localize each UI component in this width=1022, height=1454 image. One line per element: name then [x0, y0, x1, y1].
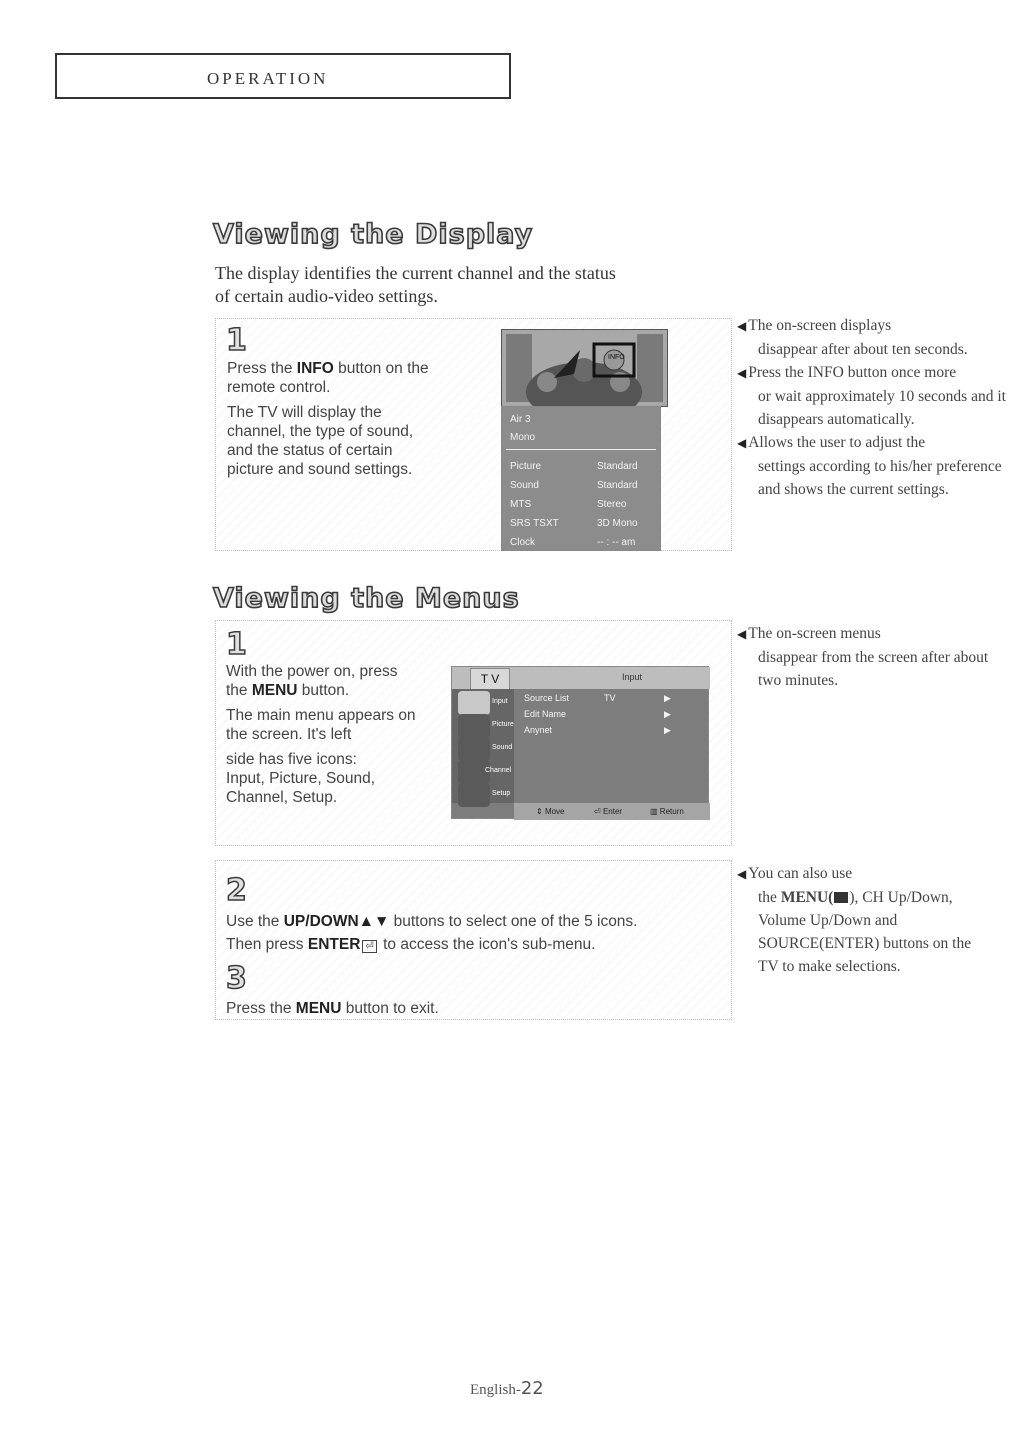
menu-item[interactable]: Edit Name ▶: [524, 709, 671, 719]
display-section-title: Viewing the Display: [213, 219, 534, 250]
osd-row: Sound Standard: [510, 480, 638, 491]
menus-step3-number: 3: [226, 961, 247, 996]
display-note: ◀ Press the INFO button once more or wait approximately 10 seconds and it disappears automatically.: [737, 364, 1006, 428]
page-number: English-22: [470, 1378, 544, 1399]
display-note: ◀ The on-screen displays disappear after about ten seconds.: [737, 317, 968, 358]
menus-step1-text: With the power on, press the MENU button. The main menu appears on the screen. It's left side has five icons: Input, Picture, Sound, Channel, Setup.: [226, 663, 416, 806]
menus-step1-note: ◀ The on-screen menus disappear from the screen after about two minutes.: [737, 625, 989, 689]
menus-step1-panel: [215, 620, 732, 846]
input-menu-icon[interactable]: [458, 691, 490, 715]
remote-control-icon: [502, 330, 667, 406]
osd-row: Clock -- : -- am: [510, 537, 636, 548]
section-header-box: [55, 53, 511, 99]
left-pointer-icon: ◀: [737, 436, 747, 450]
osd-divider: [506, 449, 656, 450]
osd-row: SRS TSXT 3D Mono: [510, 518, 638, 529]
left-pointer-icon: ◀: [737, 867, 747, 881]
menus-step2-note: ◀ You can also use the MENU( ), CH Up/Down, Volume Up/Down and SOURCE(ENTER) buttons on the TV to make selections.: [737, 865, 972, 975]
menus-step2-text: Use the UP/DOWN▲▼ buttons to select one of the 5 icons. Then press ENTER ⏎ to access the icon's sub-menu.: [226, 913, 638, 953]
display-step1-number: 1: [226, 323, 247, 358]
icon-label: Sound: [492, 744, 513, 751]
menu-item[interactable]: Anynet ▶: [524, 725, 671, 735]
menus-step3-text: Press the MENU button to exit.: [226, 1000, 439, 1017]
menu-footer-return: ▥ Return: [650, 807, 684, 816]
menu-item[interactable]: Source List TV ▶: [524, 693, 671, 703]
menu-icon-column: [452, 689, 514, 803]
icon-label: Input: [492, 698, 508, 705]
display-side-notes: [737, 314, 1012, 501]
icon-label: Picture: [492, 721, 514, 728]
main-menu-screen: [451, 666, 709, 819]
osd-channel: Air 3: [510, 414, 531, 425]
menu-footer-bar: [514, 803, 710, 820]
enter-key-icon: ⏎: [362, 940, 376, 953]
osd-row: MTS Stereo: [510, 499, 627, 510]
menu-key-icon: ▥: [650, 807, 658, 816]
left-pointer-icon: ◀: [737, 366, 747, 380]
osd-audio: Mono: [510, 432, 536, 443]
menu-footer-enter: ⏎ Enter: [594, 807, 623, 816]
osd-row: Picture Standard: [510, 461, 638, 472]
display-step1-panel: [215, 318, 732, 551]
section-header-text: OPERATION: [207, 69, 329, 88]
menus-step2-number: 2: [226, 873, 247, 908]
picture-menu-icon[interactable]: [458, 714, 490, 738]
display-step1-text: Press the INFO button on the remote control. The TV will display the channel, the type of sound, and the status of certain picture and sound settings.: [227, 360, 429, 478]
display-intro: [215, 262, 616, 308]
left-pointer-icon: ◀: [737, 319, 747, 333]
display-intro-line1: The display identifies the current channel and the status: [215, 263, 616, 283]
remote-info-label: INFO: [608, 354, 625, 361]
remote-control-image: [501, 329, 668, 407]
menus-step1-number: 1: [226, 627, 247, 662]
menu-tv-tab: T V: [470, 668, 510, 690]
sound-menu-icon[interactable]: [458, 737, 490, 761]
display-note: ◀ Allows the user to adjust the settings according to his/her preference and shows the current settings.: [737, 434, 1002, 498]
enter-key-icon: ⏎: [594, 807, 601, 816]
left-pointer-icon: ◀: [737, 627, 747, 641]
icon-label: Setup: [492, 790, 511, 797]
menus-section-title: Viewing the Menus: [213, 583, 520, 614]
menu-heading: Input: [622, 672, 643, 682]
menu-key-icon: [834, 892, 848, 903]
setup-menu-icon[interactable]: [458, 783, 490, 807]
display-intro-line2: of certain audio-video settings.: [215, 286, 438, 306]
icon-label: Channel: [485, 767, 512, 774]
info-osd-screen: [501, 406, 661, 551]
menu-footer-move: ⇕ Move: [536, 807, 565, 816]
menus-step2-3-panel: [215, 860, 732, 1020]
